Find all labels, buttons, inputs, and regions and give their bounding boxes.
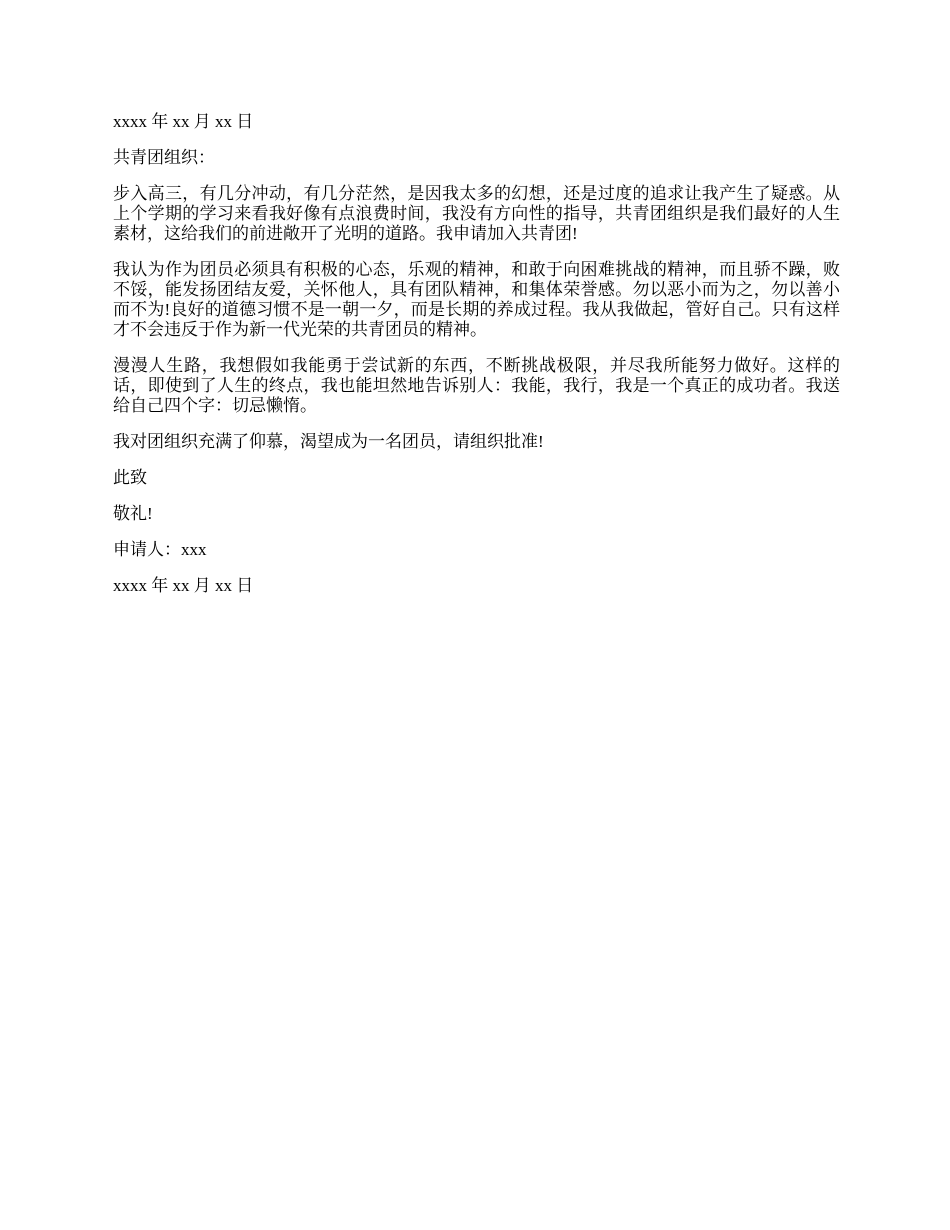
- date-top: xxxx 年 xx 月 xx 日: [113, 112, 254, 131]
- letter-body: [113, 112, 840, 612]
- paragraph-1: 步入高三，有几分冲动，有几分茫然，是因我太多的幻想，还是过度的追求让我产生了疑惑。从上个学期的学习来看我好像有点浪费时间，我没有方向性的指导，共青团组织是我们最好的人生素材，这给我们的前进敞开了光明的道路。我申请加入共青团!: [113, 184, 840, 243]
- applicant: 申请人：xxx: [113, 540, 207, 559]
- closing-2: 敬礼!: [113, 504, 153, 523]
- paragraph-2: 我认为作为团员必须具有积极的心态，乐观的精神，和敢于向困难挑战的精神，而且骄不躁，败不馁，能发扬团结友爱，关怀他人，具有团队精神，和集体荣誉感。勿以恶小而为之，勿以善小而不为!良好的道德习惯不是一朝一夕，而是长期的养成过程。我从我做起，管好自己。只有这样才不会违反于作为新一代光荣的共青团员的精神。: [113, 260, 840, 339]
- closing-1: 此致: [113, 468, 147, 487]
- paragraph-4: 我对团组织充满了仰慕，渴望成为一名团员，请组织批准!: [113, 432, 544, 451]
- date-bottom: xxxx 年 xx 月 xx 日: [113, 576, 254, 595]
- paragraph-3: 漫漫人生路，我想假如我能勇于尝试新的东西，不断挑战极限，并尽我所能努力做好。这样的话，即使到了人生的终点，我也能坦然地告诉别人：我能，我行，我是一个真正的成功者。我送给自己四个字：切忌懒惰。: [113, 356, 840, 415]
- salutation: 共青团组织：: [113, 148, 215, 167]
